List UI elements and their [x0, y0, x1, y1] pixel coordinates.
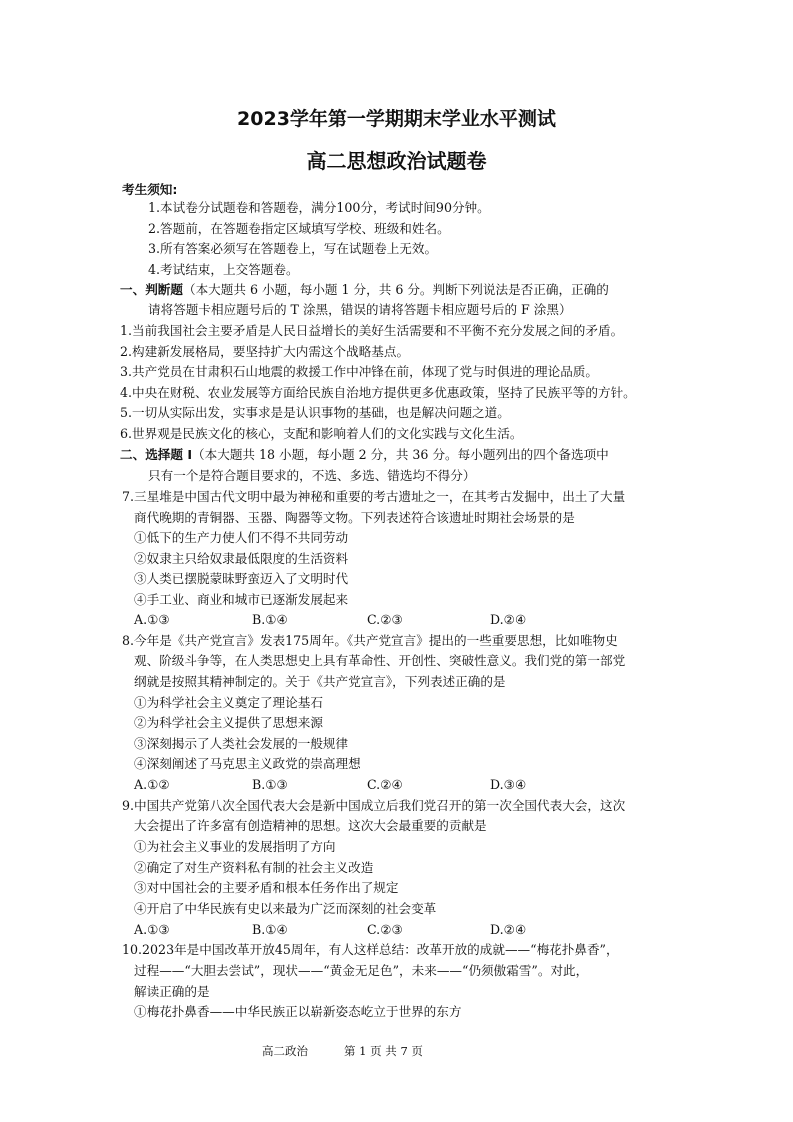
page-title: 2023学年第一学期期末学业水平测试 — [237, 108, 556, 130]
tf-question-5: 5.一切从实际出发，实事求是是认识事物的基础，也是解决问题之道。 — [120, 405, 510, 420]
q10-stem-2: 过程——“大胆去尝试”，现状——“黄金无足色”，未来——“仍须傲霜雪”。对此， — [134, 963, 589, 978]
q8-stem-2: 观、阶级斗争等，在人类思想史上具有革命性、开创性、突破性意义。我们党的第一部党 — [134, 653, 626, 668]
notice-item-1: 1.本试卷分试题卷和答题卷，满分100分，考试时间90分钟。 — [148, 200, 490, 215]
tf-question-4: 4.中央在财税、农业发展等方面给民族自治地方提供更多优惠政策，坚持了民族平等的方针。 — [120, 385, 636, 400]
section2-header — [120, 449, 609, 462]
q7-statement-3: ③人类已摆脱蒙昧野蛮迈入了文明时代 — [134, 571, 349, 586]
section1-heading: 一、判断题 — [120, 282, 183, 297]
q7-statement-4: ④手工业、商业和城市已逐渐发展起来 — [134, 592, 349, 607]
q8-option-b: B.①③ — [252, 777, 288, 792]
q9-option-a: A.①③ — [134, 922, 170, 937]
q9-statement-4: ④开启了中华民族有史以来最为广泛而深刻的社会变革 — [134, 901, 437, 916]
q7-stem-1: 7.三星堆是中国古代文明中最为神秘和重要的考古遗址之一，在其考古发掘中，出土了大量 — [122, 489, 626, 504]
notice-item-3: 3.所有答案必须写在答题卷上，写在试题卷上无效。 — [148, 241, 438, 256]
tf-question-3: 3.共产党员在甘肃积石山地震的救援工作中冲锋在前，体现了党与时俱进的理论品质。 — [120, 364, 598, 379]
section1-instruction-2: 请将答题卡相应题号后的 T 涂黑，错误的请将答题卡相应题号后的 F 涂黑） — [148, 302, 572, 317]
q9-option-c: C.②③ — [367, 922, 403, 937]
q9-statement-3: ③对中国社会的主要矛盾和根本任务作出了规定 — [134, 880, 399, 895]
q7-statement-1: ①低下的生产力使人们不得不共同劳动 — [134, 530, 349, 545]
q8-stem-3: 纲就是按照其精神制定的。关于《共产党宣言》，下列表述正确的是 — [134, 674, 506, 689]
q8-option-a: A.①② — [134, 777, 170, 792]
q9-statement-2: ②确定了对生产资料私有制的社会主义改造 — [134, 860, 374, 875]
page-subtitle: 高二思想政治试题卷 — [306, 149, 487, 173]
section2-heading: 二、选择题 Ⅰ — [120, 447, 193, 462]
q8-statement-1: ①为科学社会主义奠定了理论基石 — [134, 695, 323, 710]
tf-question-2: 2.构建新发展格局，要坚持扩大内需这个战略基点。 — [120, 344, 410, 359]
notice-heading: 考生须知: — [122, 182, 178, 197]
q9-statement-1: ①为社会主义事业的发展指明了方向 — [134, 839, 336, 854]
notice-item-2: 2.答题前，在答题卷指定区域填写学校、班级和姓名。 — [148, 221, 450, 236]
q7-option-a: A.①③ — [134, 612, 170, 627]
q10-stem-1: 10.2023年是中国改革开放45周年，有人这样总结：改革开放的成就——“梅花扑鼻香”， — [122, 942, 619, 957]
notice-item-4: 4.考试结束，上交答题卷。 — [148, 262, 299, 277]
q9-stem-1: 9.中国共产党第八次全国代表大会是新中国成立后我们党召开的第一次全国代表大会，这次 — [122, 798, 626, 813]
q8-option-d: D.③④ — [490, 777, 527, 792]
q7-option-d: D.②④ — [490, 612, 527, 627]
q9-option-b: B.①④ — [252, 922, 288, 937]
section1-instruction-1: （本大题共 6 小题，每小题 1 分，共 6 分。判断下列说法是否正确，正确的 — [182, 282, 609, 297]
q7-stem-2: 商代晚期的青铜器、玉器、陶器等文物。下列表述符合该遗址时期社会场景的是 — [134, 510, 575, 525]
section2-instruction-2: 只有一个是符合题目要求的，不选、多选、错选均不得分） — [148, 468, 476, 483]
section2-instruction-1: （本大题共 18 小题，每小题 2 分，共 36 分。每小题列出的四个备选项中 — [192, 447, 609, 462]
section1-header — [120, 284, 609, 297]
tf-question-1: 1.当前我国社会主要矛盾是人民日益增长的美好生活需要和不平衡不充分发展之间的矛盾。 — [120, 323, 624, 338]
q7-option-b: B.①④ — [252, 612, 288, 627]
q10-statement-1: ①梅花扑鼻香——中华民族正以崭新姿态屹立于世界的东方 — [134, 1004, 462, 1019]
q8-statement-4: ④深刻阐述了马克思主义政党的崇高理想 — [134, 756, 361, 771]
q8-option-c: C.②④ — [367, 777, 403, 792]
q9-stem-2: 大会提出了许多富有创造精神的思想。这次大会最重要的贡献是 — [134, 818, 487, 833]
footer-subject: 高二政治 — [262, 1044, 308, 1058]
q8-statement-3: ③深刻揭示了人类社会发展的一般规律 — [134, 736, 349, 751]
tf-question-6: 6.世界观是民族文化的核心，支配和影响着人们的文化实践与文化生活。 — [120, 426, 523, 441]
footer-page-info: 第 1 页 共 7 页 — [344, 1044, 423, 1058]
q8-statement-2: ②为科学社会主义提供了思想来源 — [134, 715, 323, 730]
q7-statement-2: ②奴隶主只给奴隶最低限度的生活资料 — [134, 551, 349, 566]
q10-stem-3: 解读正确的是 — [134, 984, 210, 999]
q9-option-d: D.②④ — [490, 922, 527, 937]
q7-option-c: C.②③ — [367, 612, 403, 627]
q8-stem-1: 8.今年是《共产党宣言》发表175周年。《共产党宣言》提出的一些重要思想，比如唯物史 — [122, 633, 618, 648]
